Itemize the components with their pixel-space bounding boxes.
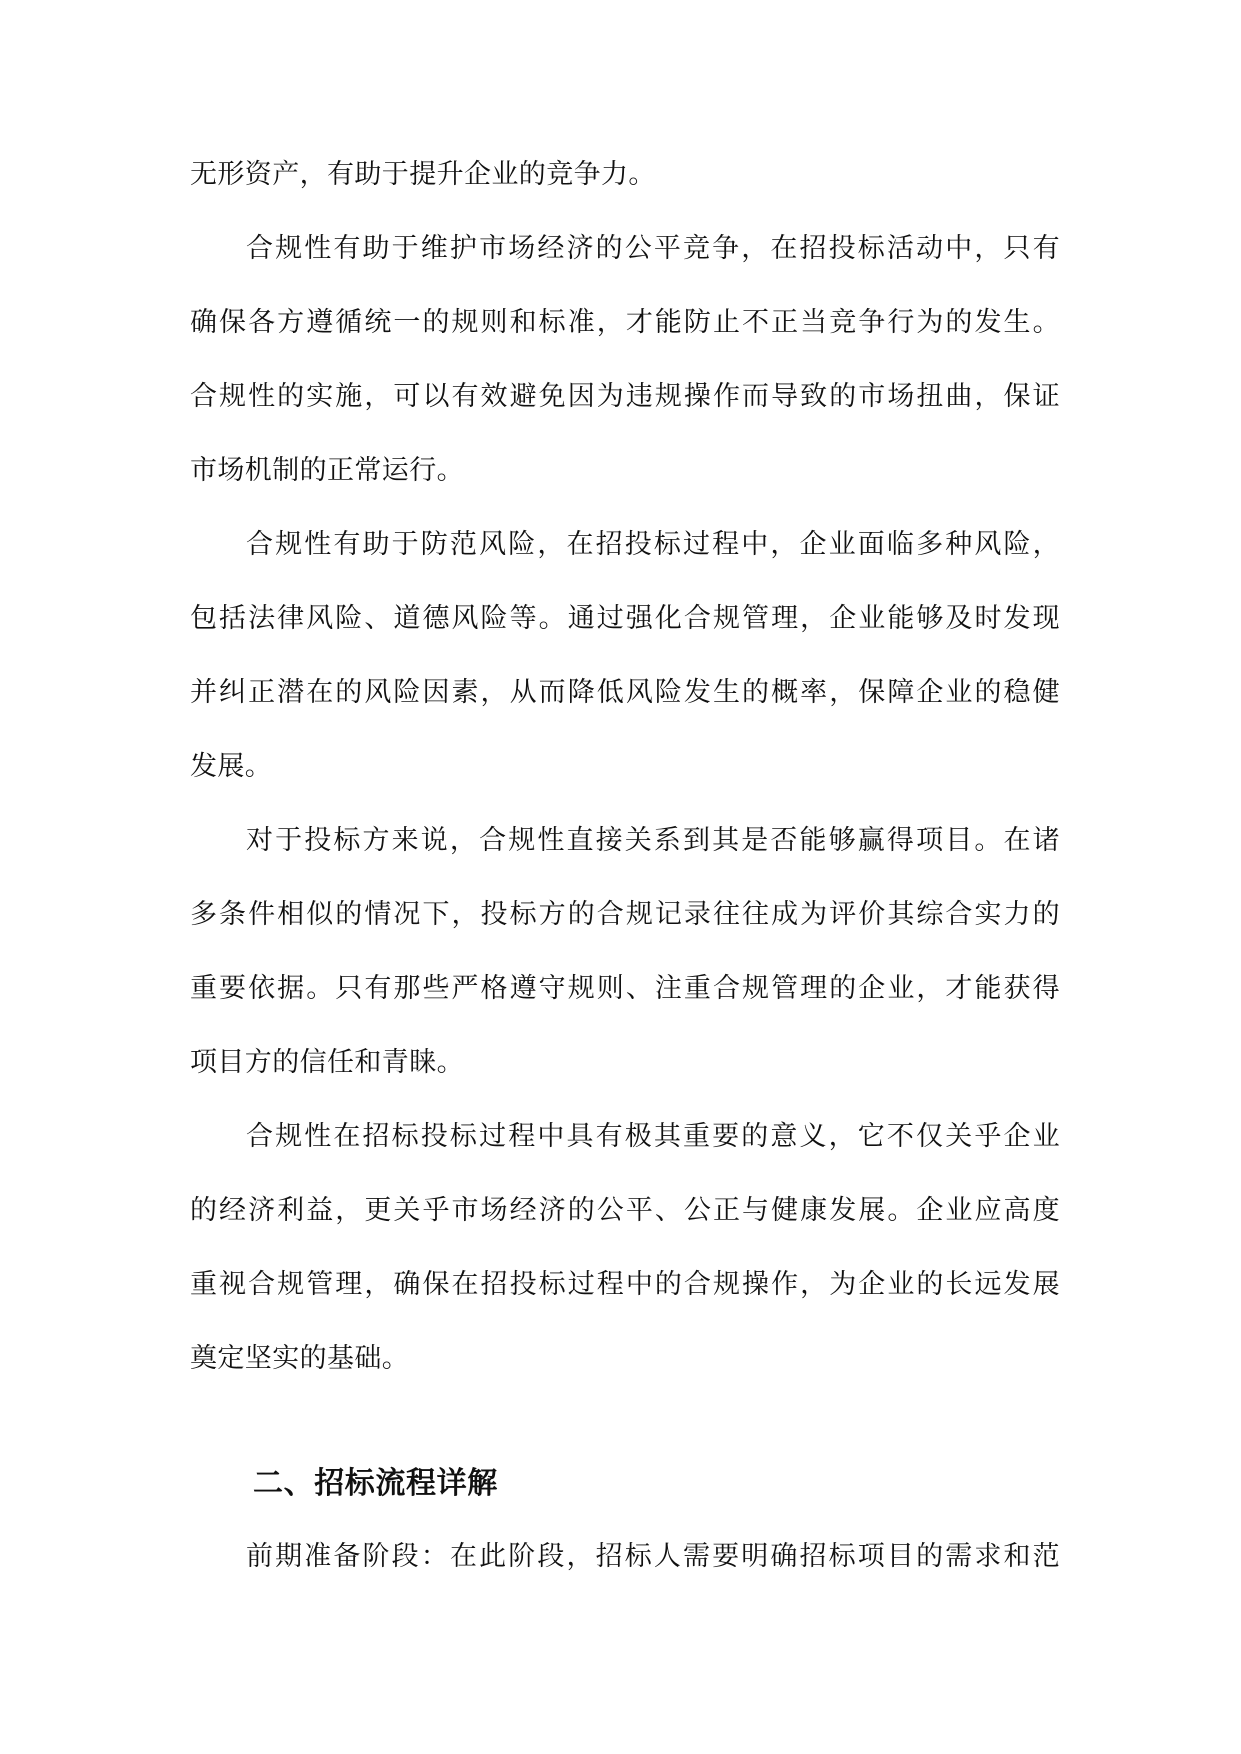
paragraph-4-line-2: 多条件相似的情况下，投标方的合规记录往往成为评价其综合实力的 — [190, 899, 1060, 930]
paragraph-5-line-2: 的经济利益，更关乎市场经济的公平、公正与健康发展。企业应高度 — [190, 1195, 1060, 1226]
paragraph-4-line-3: 重要依据。只有那些严格遵守规则、注重合规管理的企业，才能获得 — [190, 973, 1060, 1004]
paragraph-3-line-1: 合规性有助于防范风险，在招投标过程中，企业面临多种风险， — [246, 529, 1060, 560]
paragraph-2-line-4: 市场机制的正常运行。 — [190, 455, 464, 486]
section-heading: 二、招标流程详解 — [253, 1466, 498, 1501]
paragraph-6-line-1: 前期准备阶段：在此阶段，招标人需要明确招标项目的需求和范 — [246, 1541, 1060, 1572]
paragraph-5-line-1: 合规性在招标投标过程中具有极其重要的意义，它不仅关乎企业 — [246, 1121, 1060, 1152]
paragraph-4-line-1: 对于投标方来说，合规性直接关系到其是否能够赢得项目。在诸 — [246, 825, 1060, 856]
paragraph-4-line-4: 项目方的信任和青睐。 — [190, 1047, 464, 1078]
paragraph-2-line-2: 确保各方遵循统一的规则和标准，才能防止不正当竞争行为的发生。 — [190, 307, 1060, 338]
paragraph-3-line-3: 并纠正潜在的风险因素，从而降低风险发生的概率，保障企业的稳健 — [190, 677, 1060, 708]
paragraph-3-line-4: 发展。 — [190, 751, 273, 782]
paragraph-2-line-1: 合规性有助于维护市场经济的公平竞争，在招投标活动中，只有 — [246, 233, 1060, 264]
paragraph-1-line-1: 无形资产，有助于提升企业的竞争力。 — [190, 159, 656, 190]
paragraph-5-line-4: 奠定坚实的基础。 — [190, 1343, 410, 1374]
paragraph-3-line-2: 包括法律风险、道德风险等。通过强化合规管理，企业能够及时发现 — [190, 603, 1060, 634]
paragraph-5-line-3: 重视合规管理，确保在招投标过程中的合规操作，为企业的长远发展 — [190, 1269, 1060, 1300]
paragraph-2-line-3: 合规性的实施，可以有效避免因为违规操作而导致的市场扭曲，保证 — [190, 381, 1060, 412]
